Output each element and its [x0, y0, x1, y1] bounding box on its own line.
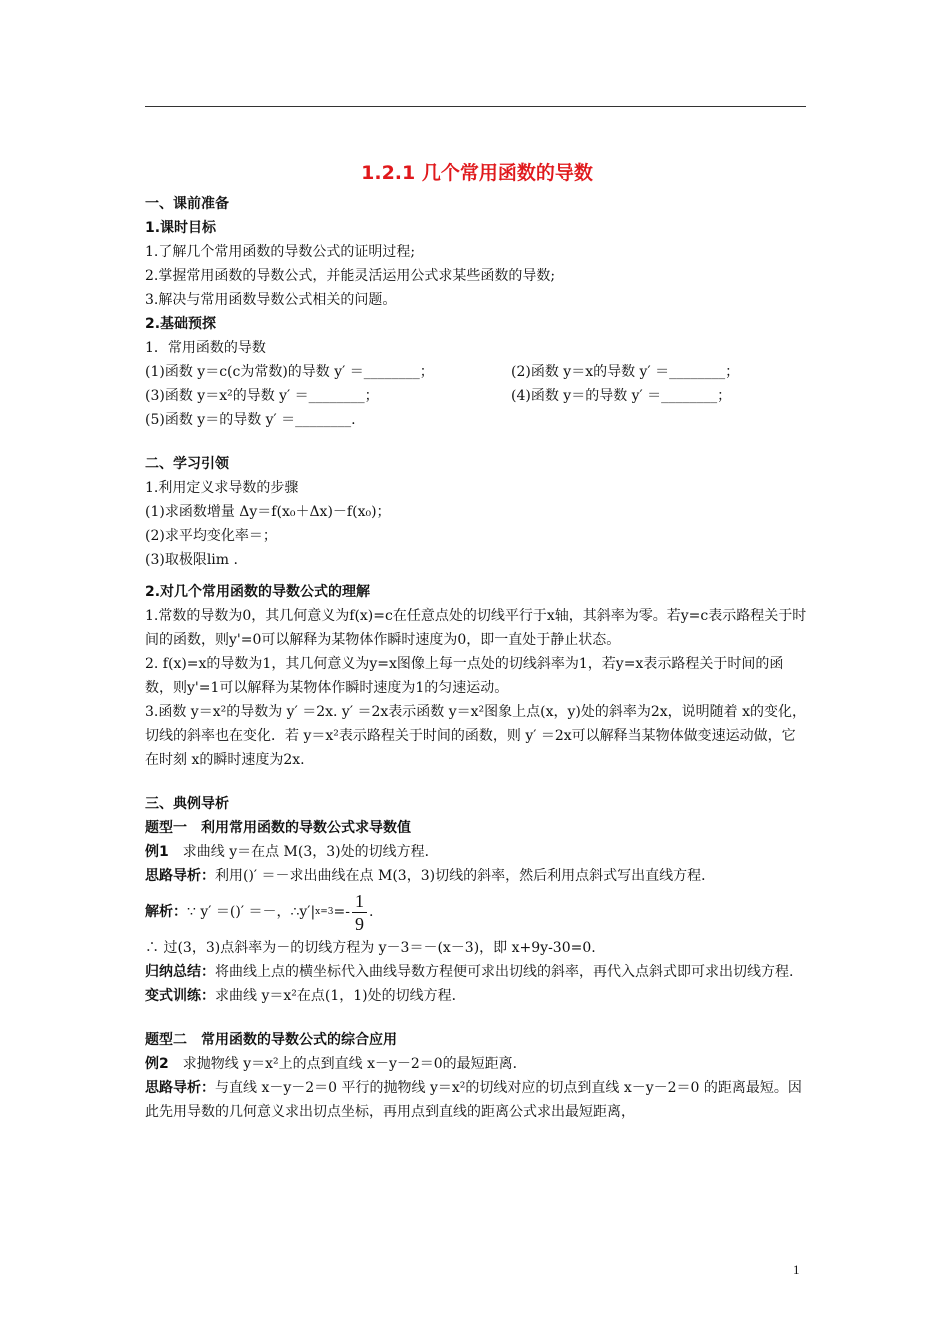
type-1-heading: 题型一 利用常用函数的导数公式求导数值 — [145, 820, 411, 836]
variant-text: 求曲线 y＝x²在点(1，1)处的切线方程． — [215, 988, 466, 1004]
formula-2: (2)函数 y＝x的导数 y′ ＝________； — [511, 364, 740, 380]
section-heading-3: 三、典例导析 — [145, 796, 229, 812]
example-2-label: 例2 — [145, 1056, 169, 1072]
solution-subscript: x=3 — [315, 907, 334, 917]
paragraph-3: 3.函数 y＝x²的导数为 y′ ＝2x. y′ ＝2x表示函数 y＝x²图象上点(x，y)处的斜率为2x，说明随着 x的变化，切线的斜率也在变化．若 y＝x²表示路程关于时间的函数，则 y′ ＝2x可以解释当某物体做变速运动做，它在时刻 x的瞬时速度为2x. — [145, 704, 806, 768]
solution-end: . — [368, 904, 374, 920]
subheading-goals: 1.课时目标 — [145, 220, 217, 236]
step-1: (1)求函数增量 Δy＝f(x₀＋Δx)－f(x₀)； — [145, 504, 391, 520]
step-2: (2)求平均变化率＝； — [145, 528, 277, 544]
summary-label: 归纳总结： — [145, 964, 215, 980]
example-1-text: 求曲线 y＝在点 M(3，3)处的切线方程． — [168, 844, 439, 860]
formula-5: (5)函数 y＝的导数 y′ ＝________. — [145, 412, 356, 428]
section-heading-2: 二、学习引领 — [145, 456, 229, 472]
idea-2-text: 与直线 x－y－2＝0 平行的抛物线 y＝x²的切线对应的切点到直线 x－y－2＝0 的距离最短。因此先用导数的几何意义求出切点坐标，再用点到直线的距离公式求出最短距离， — [145, 1080, 802, 1120]
goal-1: 1.了解几个常用函数的导数公式的证明过程; — [145, 244, 416, 260]
idea-1 — [145, 864, 809, 888]
document-body — [145, 156, 809, 1124]
formula-row-2 — [145, 384, 809, 408]
subheading-preview: 2.基础预探 — [145, 316, 217, 332]
summary-text: 将曲线上点的横坐标代入曲线导数方程便可求出切线的斜率，再代入点斜式即可求出切线方程. — [215, 964, 794, 980]
goal-3: 3.解决与常用函数导数公式相关的问题。 — [145, 292, 397, 308]
formula-3: (3)函数 y＝x²的导数 y′ ＝________； — [145, 388, 379, 404]
example-1-label: 例1 — [145, 844, 169, 860]
subheading-understanding: 2.对几个常用函数的导数公式的理解 — [145, 584, 371, 600]
header-rule — [145, 106, 806, 107]
fraction-numerator: 1 — [352, 892, 367, 913]
example-2 — [145, 1052, 809, 1076]
variant-training — [145, 984, 809, 1008]
page-title: 1.2.1 几个常用函数的导数 — [361, 162, 593, 184]
idea-1-label: 思路导析： — [145, 868, 215, 884]
formula-4: (4)函数 y＝的导数 y′ ＝________； — [511, 388, 732, 404]
type-2-heading: 题型二 常用函数的导数公式的综合应用 — [145, 1032, 397, 1048]
preview-intro: 1．常用函数的导数 — [145, 340, 266, 356]
solution-text: ∵ y′ ＝()′ ＝－，∴ — [187, 904, 300, 920]
summary — [145, 960, 809, 984]
paragraph-2: 2. f(x)=x的导数为1，其几何意义为y=x图像上每一点处的切线斜率为1，若y=x表示路程关于时间的函数，则y'=1可以解释为某物体作瞬时速度为1的匀速运动。 — [145, 656, 784, 696]
page-number: 1 — [793, 1262, 800, 1277]
solution-fraction — [352, 892, 367, 933]
solution-line-2: ∴ 过(3，3)点斜率为－的切线方程为 y－3＝－(x－3)，即 x+9y-30=0. — [145, 940, 596, 956]
subheading-steps: 1.利用定义求导数的步骤 — [145, 480, 299, 496]
paragraph-1: 1.常数的导数为0，其几何意义为f(x)=c在任意点处的切线平行于x轴，其斜率为零。若y=c表示路程关于时间的函数，则y'=0可以解释为某物体作瞬时速度为0，即一直处于静止状态。 — [145, 608, 807, 648]
section-heading-1: 一、课前准备 — [145, 196, 229, 212]
idea-2 — [145, 1076, 809, 1124]
example-1 — [145, 840, 809, 864]
formula-1: (1)函数 y＝c(c为常数)的导数 y′ ＝________； — [145, 364, 434, 380]
example-2-text: 求抛物线 y＝x²上的点到直线 x－y－2＝0的最短距离． — [168, 1056, 527, 1072]
solution-derivative: y′| — [299, 904, 316, 920]
step-3: (3)取极限lim . — [145, 552, 238, 568]
idea-2-label: 思路导析： — [145, 1080, 215, 1096]
formula-row-1 — [145, 360, 809, 384]
goal-2: 2.掌握常用函数的导数公式，并能灵活运用公式求某些函数的导数; — [145, 268, 556, 284]
idea-1-text: 利用()′ ＝－求出曲线在点 M(3，3)切线的斜率，然后利用点斜式写出直线方程． — [215, 868, 716, 884]
variant-label: 变式训练： — [145, 988, 215, 1004]
solution-line — [145, 888, 809, 936]
fraction-denominator: 9 — [354, 913, 364, 934]
solution-label: 解析： — [145, 904, 187, 920]
solution-equals: =- — [333, 904, 350, 920]
